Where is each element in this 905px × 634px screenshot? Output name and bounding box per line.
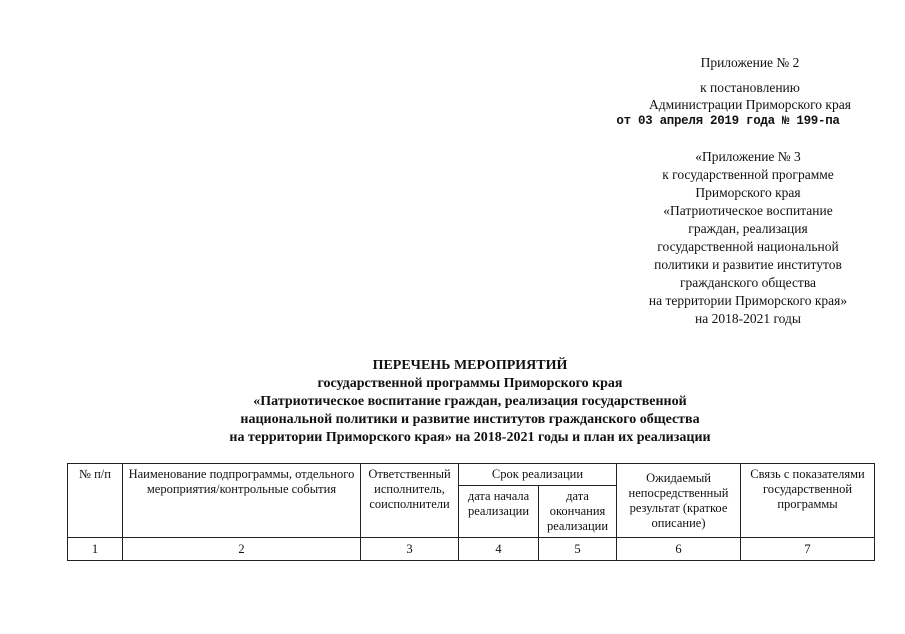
- column-number: 5: [539, 538, 617, 561]
- header-num: № п/п: [68, 464, 123, 538]
- header-responsible: Ответственный исполнитель, соисполнители: [361, 464, 459, 538]
- annex-line: к государственной программе: [662, 167, 834, 182]
- appendix-administration: Администрации Приморского края: [649, 97, 851, 112]
- appendix-title: Приложение № 2: [700, 55, 800, 70]
- table-header-row: [68, 464, 875, 486]
- header-end: дата окончания реализации: [539, 486, 617, 538]
- annex-line: «Патриотическое воспитание: [663, 203, 833, 218]
- annex-line: государственной национальной: [657, 239, 839, 254]
- title-line: на территории Приморского края» на 2018-2021 годы и план их реализации: [229, 430, 711, 445]
- header-start: дата начала реализации: [459, 486, 539, 538]
- header-name: Наименование подпрограммы, отдельного мероприятия/контрольные события: [123, 464, 361, 538]
- header-period: Срок реализации: [459, 464, 617, 486]
- appendix-order-date: от 03 апреля 2019 года № 199-па: [616, 114, 840, 128]
- appendix-resolution-ref: к постановлению: [700, 80, 800, 95]
- column-number: 4: [459, 538, 539, 561]
- column-number: 3: [361, 538, 459, 561]
- annex-line: граждан, реализация: [688, 221, 808, 236]
- column-number: 1: [68, 538, 123, 561]
- annex-line: гражданского общества: [679, 275, 817, 290]
- column-number: 6: [617, 538, 741, 561]
- title-line: государственной программы Приморского края: [317, 376, 623, 391]
- annex-line: на территории Приморского края»: [648, 293, 848, 308]
- annex-line: «Приложение № 3: [695, 149, 801, 164]
- appendix-header: [600, 54, 900, 130]
- header-result: Ожидаемый непосредственный результат (краткое описание): [617, 464, 741, 538]
- column-number-row: [68, 538, 875, 561]
- annex-line: политики и развитие институтов: [654, 257, 842, 272]
- annex-program-reference: [598, 148, 898, 328]
- activities-table: [67, 463, 875, 561]
- column-number: 2: [123, 538, 361, 561]
- document-title: [150, 357, 790, 447]
- header-link: Связь с показателями государственной программы: [741, 464, 875, 538]
- title-line: национальной политики и развитие институтов гражданского общества: [240, 412, 700, 427]
- title-line: «Патриотическое воспитание граждан, реализация государственной: [253, 394, 687, 409]
- title-line: ПЕРЕЧЕНЬ МЕРОПРИЯТИЙ: [372, 358, 568, 373]
- column-number: 7: [741, 538, 875, 561]
- annex-line: на 2018-2021 годы: [695, 311, 801, 326]
- annex-line: Приморского края: [695, 185, 801, 200]
